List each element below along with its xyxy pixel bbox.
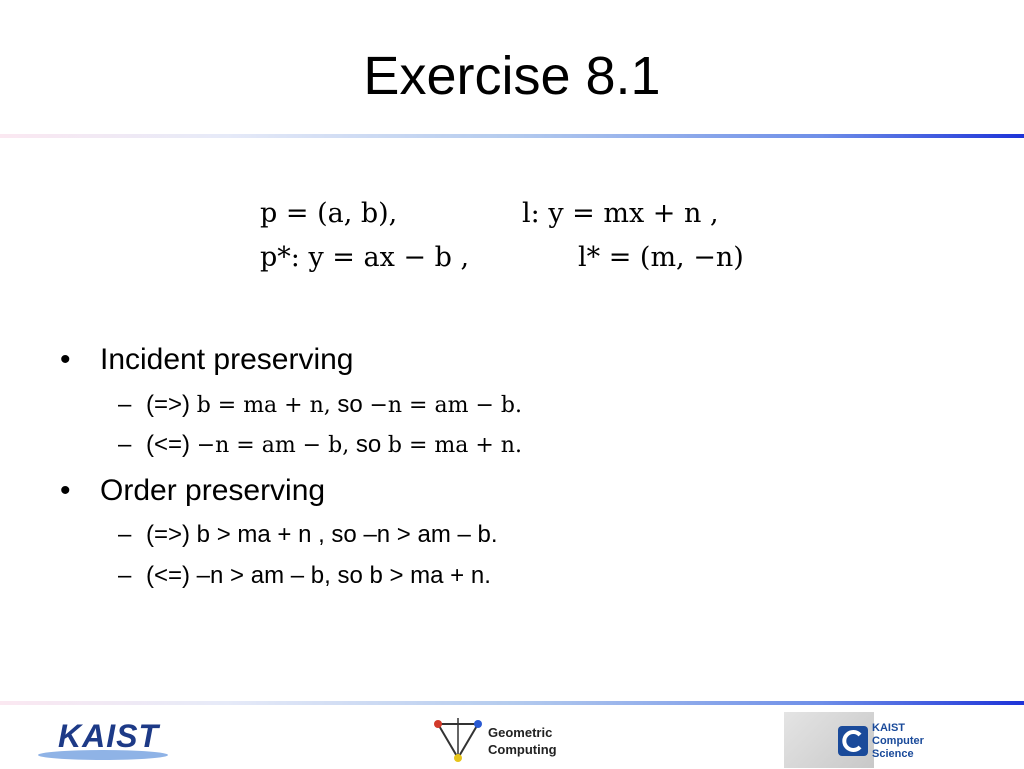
- sub-math-2: b = ma + n.: [387, 433, 522, 458]
- kaist-cs-logo: [784, 712, 934, 768]
- bullet-label: Order preserving: [100, 474, 326, 507]
- point-definition: p = (a, b),: [260, 198, 398, 229]
- sub-connector: so: [355, 431, 382, 458]
- slide-title: Exercise 8.1: [363, 46, 661, 106]
- sub-text: (=>) b > ma + n , so –n > am – b.: [146, 521, 498, 548]
- line-dual-definition: l* = (m, −n): [578, 242, 744, 273]
- bullet-order-preserving: [60, 473, 325, 509]
- duality-definitions: [260, 198, 780, 286]
- sub-math-1: −n = am − b,: [196, 433, 350, 458]
- sub-text: (<=) –n > am – b, so b > ma + n.: [146, 562, 491, 589]
- dash-marker: –: [118, 562, 132, 589]
- dash-marker: –: [118, 431, 132, 458]
- sub-item-incident-backward: [118, 430, 522, 461]
- footer-divider: [0, 701, 1024, 705]
- line-definition: l: y = mx + n ,: [522, 198, 719, 229]
- sub-connector: so: [337, 391, 363, 418]
- sub-prefix: (<=): [146, 431, 191, 458]
- cs-emblem-icon: [838, 726, 868, 756]
- sub-math-2: −n = am − b.: [369, 393, 522, 418]
- bullet-marker: •: [60, 343, 71, 376]
- sub-item-order-backward: [118, 561, 491, 591]
- triangle-graph-icon: [432, 716, 484, 764]
- sub-item-order-forward: [118, 520, 498, 550]
- point-dual-definition: p*: y = ax − b ,: [260, 242, 470, 273]
- definition-row-2: [260, 242, 780, 286]
- bullet-label: Incident preserving: [100, 343, 354, 376]
- dash-marker: –: [118, 391, 132, 418]
- sub-prefix: (=>): [146, 391, 191, 418]
- kaist-logo: [38, 718, 168, 762]
- cs-logo-text: KAIST Computer Science: [872, 722, 924, 760]
- geometric-computing-logo: [432, 716, 572, 764]
- sub-math-1: b = ma + n,: [196, 393, 331, 418]
- dash-marker: –: [118, 521, 132, 548]
- geometric-computing-text: Geometric Computing: [488, 725, 557, 757]
- kaist-wordmark: KAIST: [58, 718, 159, 754]
- bullet-incident-preserving: [60, 342, 353, 378]
- definition-row-1: [260, 198, 780, 242]
- title-divider: [0, 134, 1024, 138]
- bullet-marker: •: [60, 474, 71, 507]
- sub-item-incident-forward: [118, 390, 522, 421]
